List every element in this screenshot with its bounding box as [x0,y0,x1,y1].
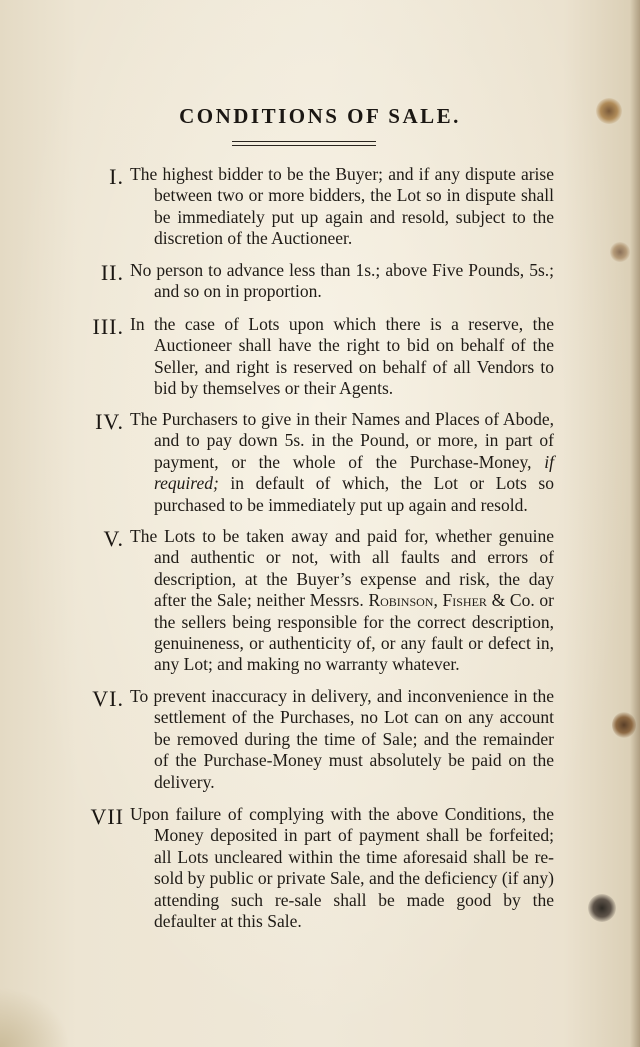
condition-number: VII [90,804,124,829]
condition-text [130,526,554,676]
condition-text-body: To prevent inaccuracy in delivery, and inconvenience in the settlement of the Purchases, no Lot can on any account be removed during the time of Sale; and the remainder of the Purchase-Money must absolutely be paid on the delivery. [130,686,554,792]
condition-text [130,686,554,793]
condition-text-part: The Lots to be taken away and paid for, whether genuine and authentic or not, with all faults and errors of description, at the Buyer’s expense and risk, the day after the Sale; neither Messrs. [130,526,554,611]
condition-text [130,804,554,932]
page-title: CONDITIONS OF SALE. [179,104,461,128]
condition-text-part: in default of which, the Lot or Lots so purchased to be immediately put up again and resold. [154,473,554,515]
condition-number: VI. [92,686,124,711]
paper-edge-shadow [630,0,640,1047]
ink-stain [588,894,616,922]
ink-stain [612,712,636,738]
ink-stain [610,242,630,262]
condition-text-body: Upon failure of complying with the above Conditions, the Money deposited in part of payment shall be forfeited; all Lots uncleared within the time aforesaid shall be re-sold by public or private Sale, and the deficiency (if any) attending such re-sale shall be made good by the defaulter at this Sale. [130,804,554,932]
condition-text-part: The Purchasers to give in their Names and Places of Abode, and to pay down 5s. in the Pound, or more, in part of payment, or the whole of the Purchase-Money, [130,409,554,472]
condition-text-italic: if required; [154,451,554,494]
condition-text [130,164,554,250]
condition-number: III. [92,314,124,339]
title-double-rule [232,141,376,146]
firm-names: Robinson, Fisher [368,590,487,611]
condition-text [130,409,554,516]
condition-text-body: The highest bidder to be the Buyer; and if any dispute arise between two or more bidders, the Lot so in dispute shall be immediately put up again and resold, subject to the discretion of the Auctioneer. [130,164,554,249]
paper-corner-wear [0,987,70,1047]
condition-text-part: & Co. or the sellers being responsible for the correct description, genuineness, or authenticity of, or any fault or defect in, any Lot; and making no warranty whatever. [154,590,554,675]
condition-number: IV. [95,409,124,434]
condition-number: II. [100,260,124,285]
condition-number: I. [109,164,124,189]
condition-text-body: No person to advance less than 1s.; above Five Pounds, 5s.; and so on in proportion. [130,260,554,302]
condition-text [130,314,554,400]
condition-number: V. [103,526,124,551]
condition-text [130,260,554,303]
condition-text-body: In the case of Lots upon which there is a reserve, the Auctioneer shall have the right to bid on behalf of the Seller, and right is reserved on behalf of all Vendors to bid by themselves or their Agents. [130,314,554,399]
